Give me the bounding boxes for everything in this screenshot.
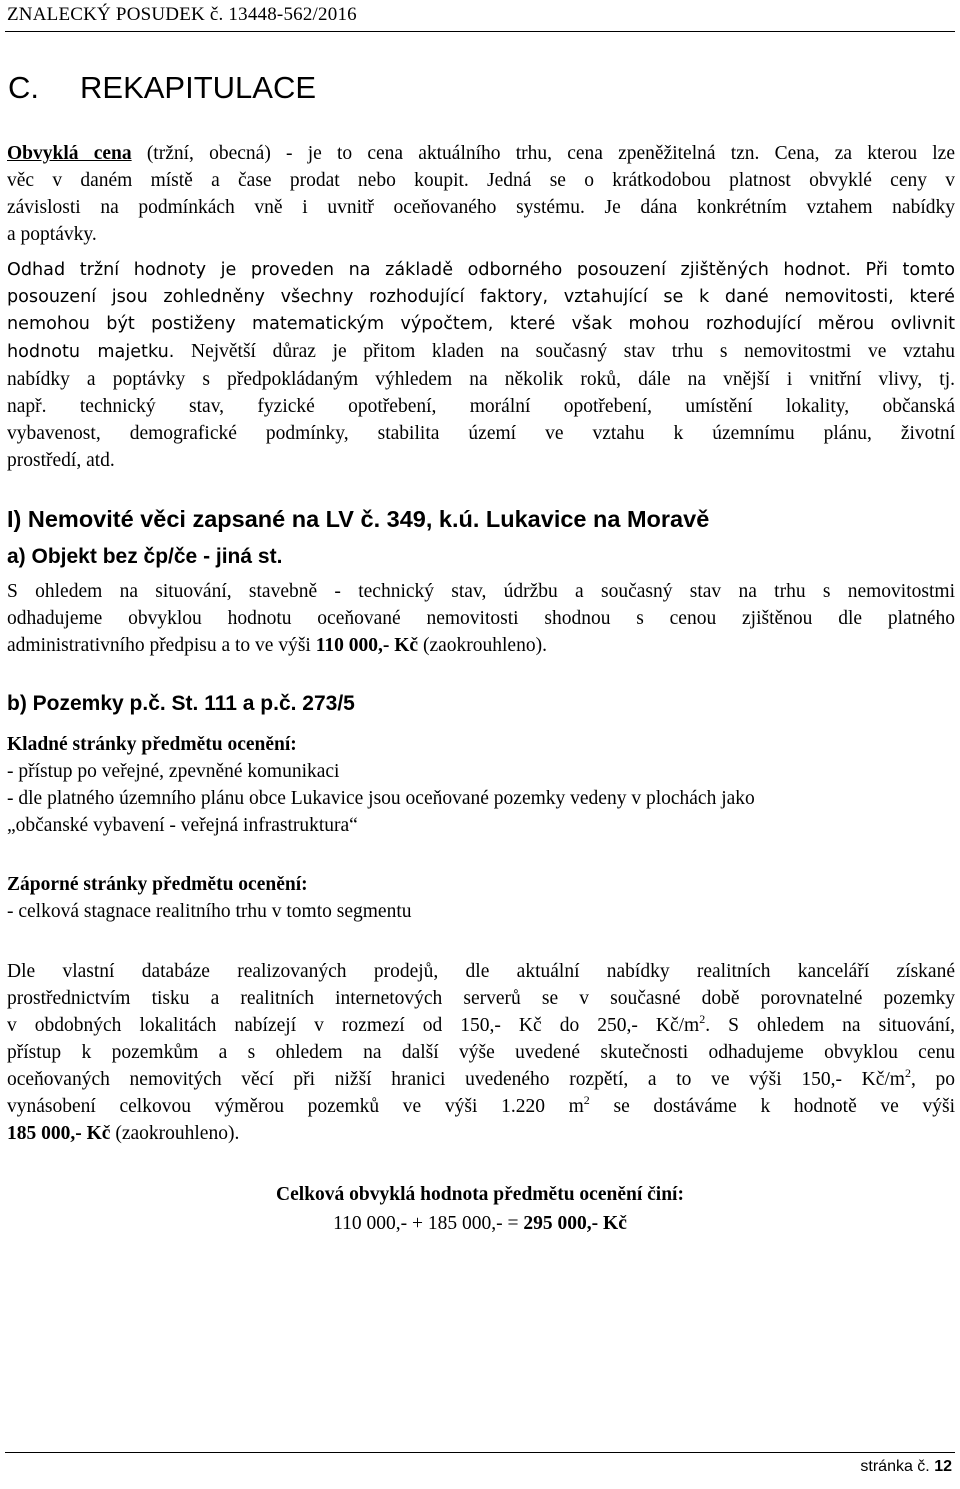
assessment-line: např. technický stav, fyzické opotřebení, morální opotřebení, umístění lokality, občanská bbox=[7, 396, 955, 417]
page-footer bbox=[860, 1458, 952, 1476]
land-line: Dle vlastní databáze realizovaných prodejů, dle aktuální nabídky realitních kanceláří získané bbox=[7, 961, 955, 982]
land-value: 185 000,- Kč bbox=[7, 1123, 111, 1144]
assessment-line: prostředí, atd. bbox=[7, 450, 115, 471]
land-line: v obdobných lokalitách nabízejí v rozmezí od 150,- Kč do 250,- $Kč/m^2$. S ohledem na situování, bbox=[7, 1012, 955, 1036]
property-heading: I) Nemovité věci zapsané na LV č. 349, k.ú. Lukavice na Moravě bbox=[7, 506, 710, 532]
page-number: 12 bbox=[934, 1458, 952, 1475]
negatives-title: Záporné stránky předmětu ocenění: bbox=[7, 874, 308, 895]
total-calculation: 110 000,- + 185 000,- = 295 000,- Kč bbox=[333, 1213, 627, 1234]
object-line: administrativního předpisu a to ve výši 110 000,- Kč (zaokrouhleno). bbox=[7, 635, 547, 656]
intro-line: a poptávky. bbox=[7, 224, 97, 245]
object-paragraph bbox=[7, 578, 955, 659]
header-divider bbox=[5, 31, 955, 32]
land-line: 185 000,- Kč (zaokrouhleno). bbox=[7, 1123, 240, 1144]
land-line: prostřednictvím tisku a realitních internetových serverů se v současné době porovnatelné pozemky bbox=[7, 988, 955, 1009]
negative-item: - celková stagnace realitního trhu v tomto segmentu bbox=[7, 901, 412, 922]
intro-line: závislosti na podmínkách vně i uvnitř oceňovaného systému. Je dána konkrétním vztahem nabídky bbox=[7, 197, 955, 218]
assessment-paragraph bbox=[7, 256, 955, 474]
intro-line: Obvyklá cena (tržní, obecná) - je to cena aktuálního trhu, cena zpeněžitelná tzn. Cena, za kterou lze bbox=[7, 143, 955, 164]
land-line: vynásobení celkovou výměrou pozemků ve výši 1.220 $m^2$ se dostáváme k hodnotě ve výši bbox=[7, 1093, 955, 1117]
land-line: oceňovaných nemovitých věcí při nižší hranici uvedeného rozpětí, a to ve výši 150,- $Kč/m^2$, po bbox=[7, 1066, 956, 1090]
assessment-line: vybavenost, demografické podmínky, stabilita území ve vztahu k územnímu plánu, životní bbox=[7, 423, 955, 444]
object-value: 110 000,- Kč bbox=[315, 635, 419, 656]
section-heading bbox=[8, 70, 316, 106]
assessment-line: Odhad tržní hodnoty je proveden na základě odborného posouzení zjištěných hodnot. Při tomto bbox=[7, 260, 955, 280]
assessment-line: posouzení jsou zohledněny všechny rozhodující faktory, vztahující se k dané nemovitosti, které bbox=[7, 287, 955, 307]
section-number: C. bbox=[8, 70, 39, 105]
total-result: 295 000,- Kč bbox=[523, 1213, 627, 1234]
page-label: stránka č. bbox=[860, 1458, 935, 1475]
assessment-line: nemohou být postiženy matematickým výpočtem, které však mohou rozhodující měrou ovlivnit bbox=[7, 314, 955, 334]
document-header bbox=[7, 4, 953, 26]
object-line: odhadujeme obvyklou hodnotu oceňované nemovitosti shodnou s cenou zjištěnou dle platného bbox=[7, 608, 955, 629]
intro-line: věc v daném místě a čase prodat nebo koupit. Jedná se o krátkodobou platnost obvyklé ceny v bbox=[7, 170, 955, 191]
footer-divider bbox=[5, 1452, 955, 1453]
land-valuation-paragraph bbox=[7, 958, 955, 1147]
object-line: S ohledem na situování, stavebně - technický stav, údržbu a současný stav na trhu s nemovitostmi bbox=[7, 581, 955, 602]
positive-item: - dle platného územního plánu obce Lukavice jsou oceňované pozemky vedeny v plochách jako bbox=[7, 788, 755, 809]
land-line: přístup k pozemkům a s ohledem na další výše uvedené skutečnosti odhadujeme obvyklou cenu bbox=[7, 1042, 955, 1063]
section-title: REKAPITULACE bbox=[80, 70, 317, 105]
intro-paragraph bbox=[7, 140, 955, 248]
positives-title: Kladné stránky předmětu ocenění: bbox=[7, 734, 297, 755]
term-obvykla-cena: Obvyklá cena bbox=[7, 143, 132, 164]
object-heading: a) Objekt bez čp/če - jiná st. bbox=[7, 545, 283, 568]
positive-item: „občanské vybavení - veřejná infrastruktura“ bbox=[7, 815, 358, 836]
header-title: ZNALECKÝ POSUDEK č. 13448-562/2016 bbox=[7, 4, 357, 25]
positive-item: - přístup po veřejné, zpevněné komunikaci bbox=[7, 761, 340, 782]
land-heading: b) Pozemky p.č. St. 111 a p.č. 273/5 bbox=[7, 692, 355, 715]
assessment-line: nabídky a poptávky s předpokládaným výhledem na několik roků, dále na vnější i vnitřní vlivy, tj. bbox=[7, 369, 955, 390]
total-title: Celková obvyklá hodnota předmětu ocenění činí: bbox=[276, 1184, 684, 1205]
assessment-line: hodnotu majetku. Největší důraz je přitom kladen na současný stav trhu s nemovitostmi ve vztahu bbox=[7, 341, 956, 362]
